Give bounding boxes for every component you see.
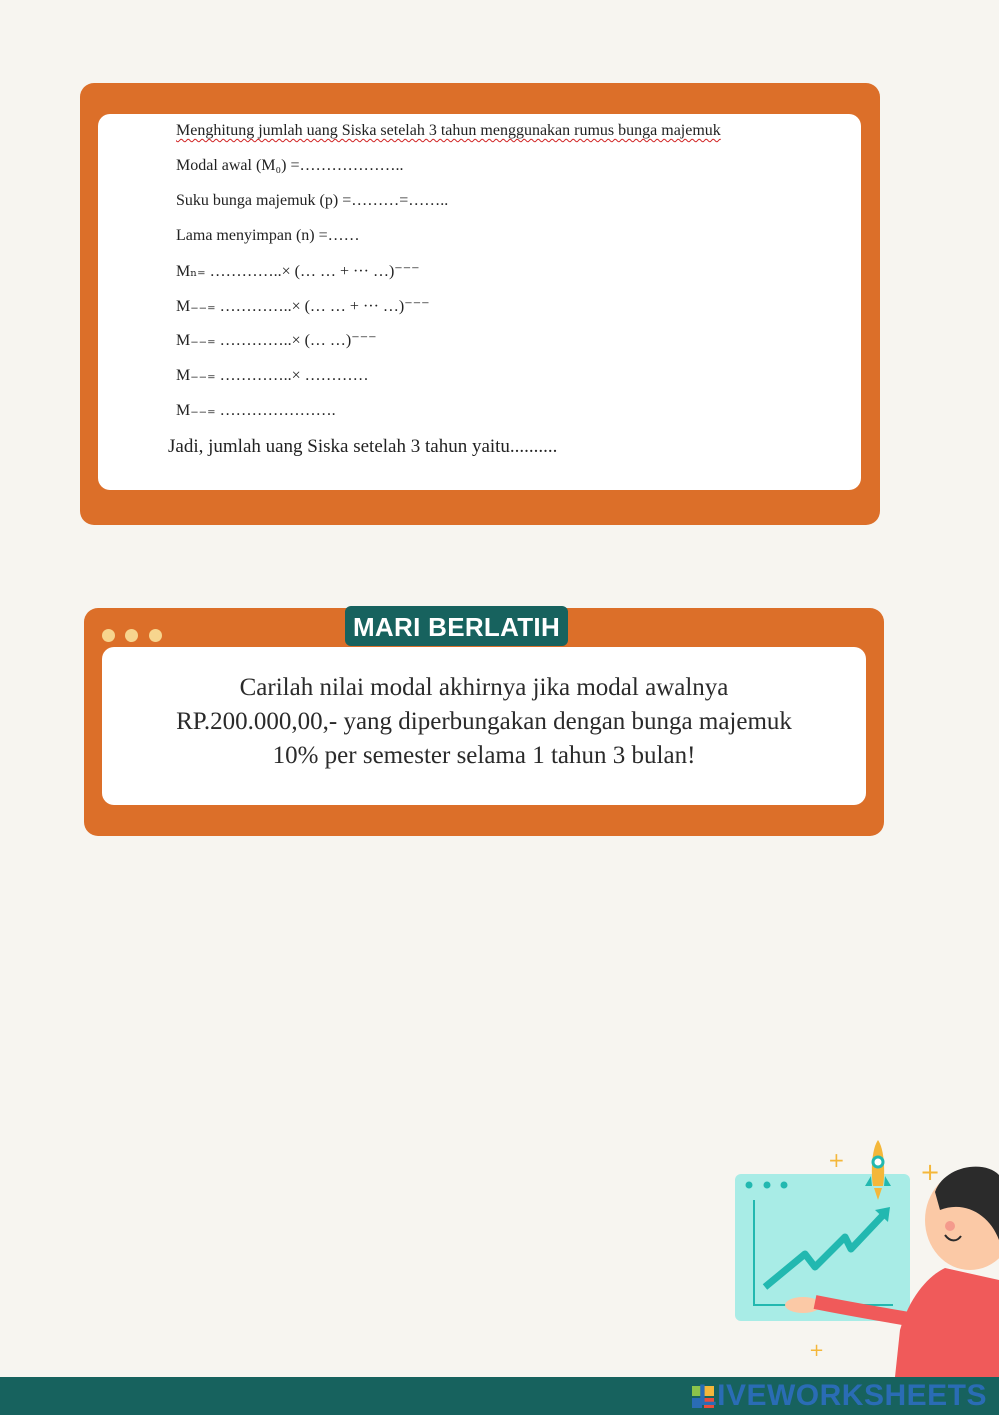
svg-text:+: + [920, 1158, 941, 1186]
formula-line-step-3: M₋₋₌ …………..× (… …)⁻⁻⁻ [176, 332, 377, 349]
calculation-card-body [98, 114, 861, 490]
svg-text:+: + [809, 1340, 825, 1361]
calculation-card [80, 83, 880, 525]
formula-line-step-1: Mₙ₌ …………..× (… … + ··· …)⁻⁻⁻ [176, 263, 420, 280]
practice-question: Carilah nilai modal akhirnya jika modal awalnya RP.200.000,00,- yang diperbungakan dengan bunga majemuk 10% per semester selama 1 tahun 3 bulan! [176, 674, 792, 769]
formula-line-interest-rate: Suku bunga majemuk (p) =………=…….. [176, 192, 449, 209]
formula-line-duration: Lama menyimpan (n) =…… [176, 227, 360, 244]
window-dot-icon [149, 629, 162, 642]
formula-line-initial-capital: Modal awal (M₀) =……………….. [176, 157, 404, 174]
calculation-heading: Menghitung jumlah uang Siska setelah 3 tahun menggunakan rumus bunga majemuk [176, 122, 721, 139]
window-dot-icon [102, 629, 115, 642]
formula-line-step-4: M₋₋₌ …………..× ………… [176, 367, 369, 384]
footer-bar [0, 1377, 999, 1415]
svg-text:+: + [828, 1148, 845, 1172]
formula-line-step-2: M₋₋₌ …………..× (… … + ··· …)⁻⁻⁻ [176, 298, 430, 315]
formula-line-step-5: M₋₋₌ …………………. [176, 402, 336, 419]
practice-card-body [102, 647, 866, 805]
conclusion-text: Jadi, jumlah uang Siska setelah 3 tahun yaitu.......... [168, 436, 558, 457]
window-dot-icon [125, 629, 138, 642]
practice-tag: MARI BERLATIH [345, 606, 568, 646]
liveworksheets-brand[interactable]: LIVEWORKSHEETS [698, 1379, 987, 1412]
growth-chart-illustration [725, 1130, 999, 1377]
